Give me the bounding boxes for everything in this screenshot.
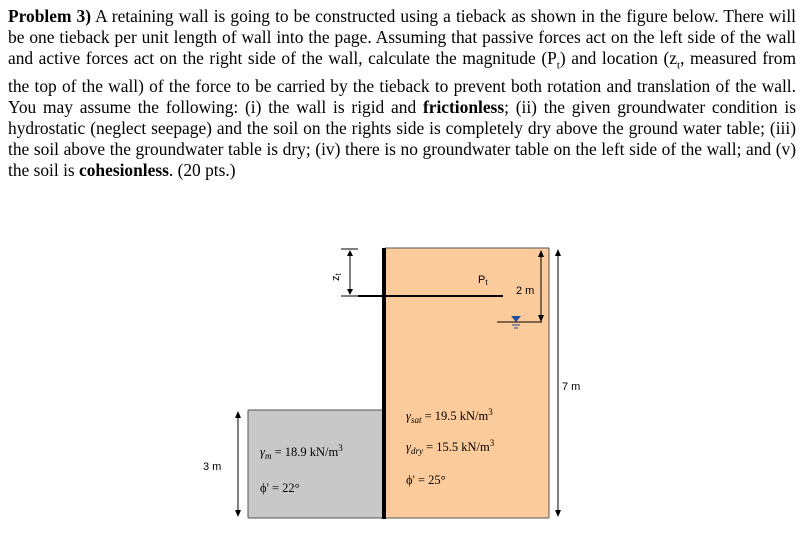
problem-text-5: . (20 pts.) — [168, 160, 236, 181]
right-soil-dry-unit-weight: $\gamma_{dry} = 15.5$ $kN/m^3$ — [406, 438, 495, 456]
problem-subscript-t-2: t — [677, 59, 681, 72]
left-soil-unit-weight: $\gamma_m = 18.9$ $kN/m^3$ — [260, 443, 343, 461]
left-soil-region — [248, 410, 383, 518]
problem-text-1: A retaining wall is going to be constructed using a tieback as shown in the figure below. There will be one tieback per unit length of wall into the page. Assuming that passive forces act on the left side of the wall and active forces act on the right side of the wall, calculate the magnitude (P — [8, 6, 796, 68]
left-soil-friction-angle: ϕ' = 22° — [260, 481, 300, 495]
problem-text-3: , measured from the top of the wall) of the force to be carried by the tieback to prevent both rotation and translation of the wall. You may assume the following: (i) the wall is rigid and — [8, 48, 797, 118]
retaining-wall — [382, 248, 386, 519]
pt-label: Pt — [478, 274, 488, 287]
zt-label: zt — [330, 273, 343, 281]
dim-7m-arrow-down — [555, 510, 561, 517]
problem-text-4: ; (ii) the given groundwater condition is hydrostatic (neglect seepage) and the soil on the rights side is completely dry above the ground water table; (iii) the soil above the groundwater table is dry; (iv) there is no groundwater table on the left side of the wall; and (v) the soil is — [8, 97, 796, 181]
right-soil-friction-angle: ϕ' = 25° — [406, 473, 446, 487]
problem-bold-cohesionless: cohesionless — [79, 160, 169, 181]
dim-3m-label: 3 m — [203, 461, 222, 473]
problem-text-2: ) and location (z — [559, 48, 678, 68]
dim-7m-label: 7 m — [562, 381, 581, 393]
problem-subscript-t-1: t — [556, 59, 560, 72]
problem-heading: Problem 3) — [8, 6, 91, 26]
dim-3m-arrow-down — [235, 510, 241, 517]
right-soil-saturated-unit-weight: $\gamma_{sat} = 19.5$ $kN/m^3$ — [406, 407, 493, 425]
dim-7m-arrow-up — [555, 249, 561, 256]
problem-bold-frictionless: frictionless — [422, 97, 505, 118]
dim-2m-label: 2 m — [516, 285, 535, 297]
zt-arrow-up — [347, 250, 353, 256]
zt-arrow-down — [347, 289, 353, 295]
dim-3m-arrow-up — [235, 411, 241, 418]
